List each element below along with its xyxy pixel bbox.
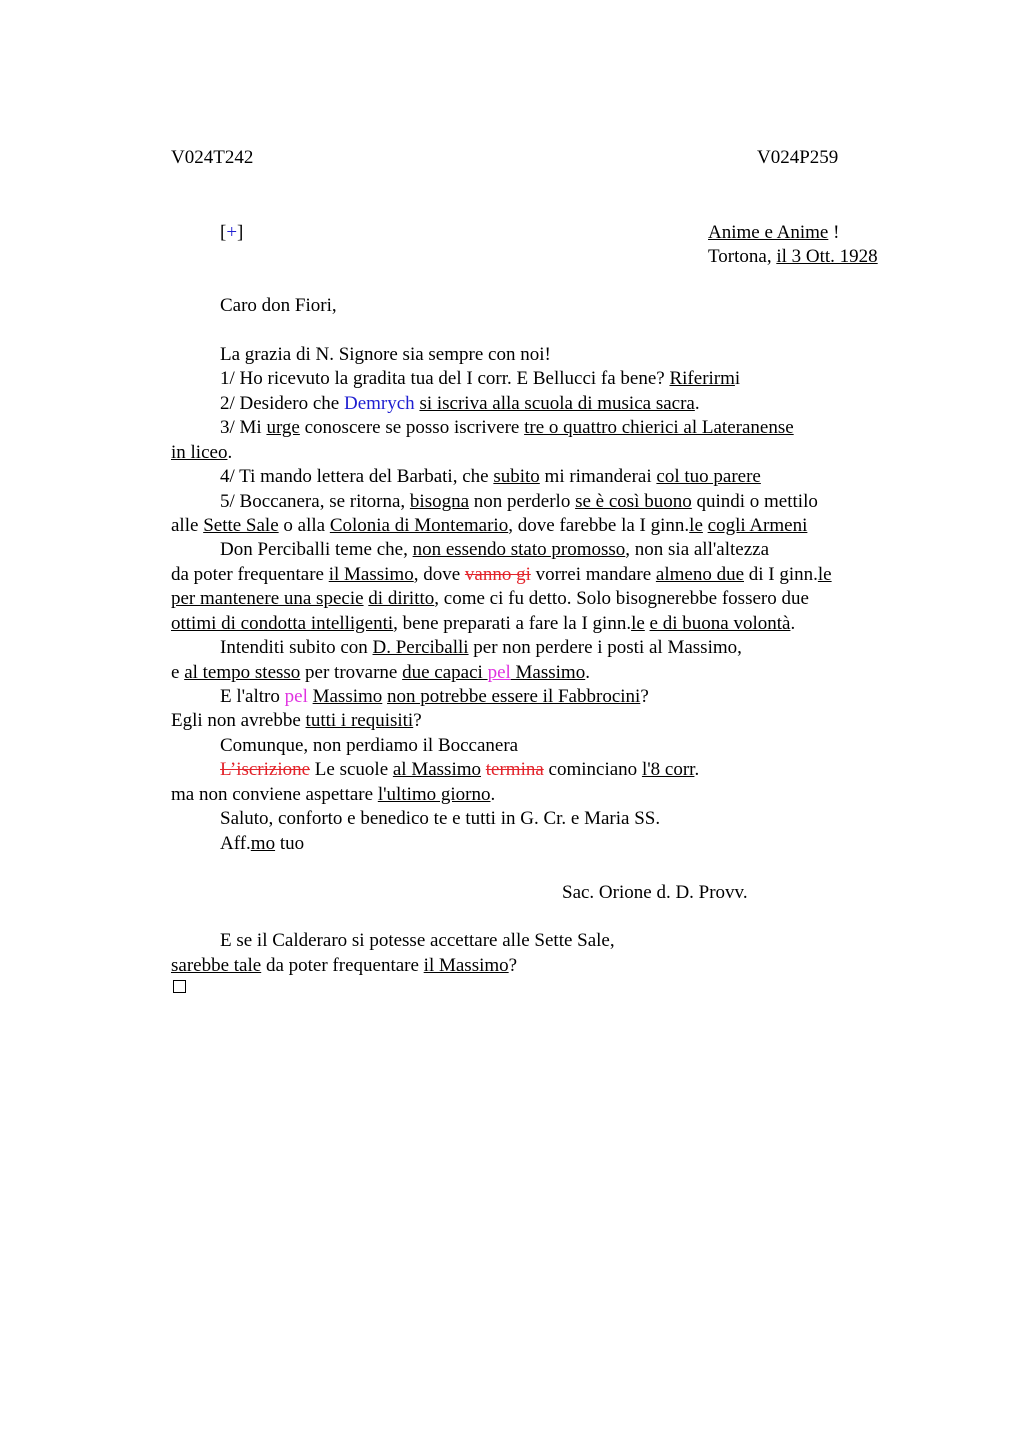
text-span: da poter frequentare <box>261 955 424 976</box>
text-span: 4/ Ti mando lettera del Barbati, che <box>220 466 494 487</box>
text-span: vorrei mandare <box>530 564 656 585</box>
underlined-span: di diritto <box>368 588 435 609</box>
body-line-18 <box>220 758 699 782</box>
underlined-span: tre o quattro chierici al Lateranense <box>524 417 794 438</box>
text-span: ma non conviene aspettare <box>171 784 378 805</box>
body-line-1: La grazia di N. Signore sia sempre con noi! <box>220 344 551 365</box>
underlined-span: Sette Sale <box>203 515 279 536</box>
motto: Anime e Anime <box>708 222 829 243</box>
underlined-span: ottimi di condotta intelligenti <box>171 613 394 634</box>
text-span: . <box>790 613 796 634</box>
plus-marker: + <box>226 222 238 243</box>
text-span: per trovarne <box>300 662 403 683</box>
postscript-line-1: E se il Calderaro si potesse accettare alle Sette Sale, <box>220 930 615 951</box>
place: Tortona, <box>708 246 777 267</box>
text-span: per non perdere i posti al Massimo, <box>468 637 742 658</box>
underlined-span: tutti i requisiti <box>305 710 414 731</box>
text-span: da poter frequentare <box>171 564 329 585</box>
body-line-15 <box>220 685 649 709</box>
signature: Sac. Orione d. D. Provv. <box>562 882 748 903</box>
text-span: cominciano <box>543 759 642 780</box>
underlined-span: al Massimo <box>392 759 482 780</box>
underlined-span: per mantenere una specie <box>171 588 364 609</box>
text-span: conoscere se posso iscrivere <box>299 417 525 438</box>
marker-close-bracket: ] <box>237 222 244 243</box>
body-line-6 <box>220 465 761 489</box>
text-span: . <box>694 393 700 414</box>
body-line-11 <box>171 587 809 611</box>
text-span: ? <box>640 686 649 707</box>
text-span: , bene preparati a fare la I ginn. <box>393 613 632 634</box>
underlined-span: Massimo <box>510 662 586 683</box>
text-span: quindi o mettilo <box>691 491 818 512</box>
underlined-span: l'8 corr <box>641 759 695 780</box>
cross-marker <box>220 221 243 245</box>
underlined-span: sarebbe tale <box>171 955 262 976</box>
body-line-9 <box>220 538 769 562</box>
body-line-3 <box>220 392 700 416</box>
body-line-16 <box>171 709 422 733</box>
name-demrych: Demrych <box>343 393 415 414</box>
text-span: Egli non avrebbe <box>171 710 306 731</box>
text-span: 5/ Boccanera, se ritorna, <box>220 491 410 512</box>
text-span: . <box>227 442 233 463</box>
body-line-2 <box>220 367 740 391</box>
text-span: , dove <box>413 564 465 585</box>
end-box-symbol <box>173 980 186 993</box>
underlined-span: Colonia di Montemario <box>329 515 509 536</box>
text-span: . <box>490 784 496 805</box>
motto-line <box>708 221 839 245</box>
underlined-span: non essendo stato promosso <box>412 539 626 560</box>
inserted-word-pel: pel <box>487 662 511 683</box>
underlined-span: il Massimo <box>328 564 414 585</box>
body-line-20: Saluto, conforto e benedico te e tutti in G. Cr. e Maria SS. <box>220 808 661 829</box>
underlined-span: le <box>689 515 703 536</box>
text-span: , come ci fu detto. Solo bisognerebbe fossero due <box>434 588 809 609</box>
underlined-span: l'ultimo giorno <box>377 784 491 805</box>
text-span: i <box>734 368 741 389</box>
text-span: tuo <box>275 833 305 854</box>
marker-open-bracket: [ <box>220 222 227 243</box>
document-code-left: V024T242 <box>171 147 254 168</box>
text-span: Le scuole <box>310 759 393 780</box>
struck-text: L’iscrizione <box>220 759 311 780</box>
body-line-5 <box>171 441 232 465</box>
text-span: 1/ Ho ricevuto la gradita tua del I corr. E Bellucci fa bene? <box>220 368 670 389</box>
underlined-span: le <box>817 564 832 585</box>
body-line-10 <box>171 563 832 587</box>
text-span: ? <box>413 710 422 731</box>
body-line-8 <box>171 514 807 538</box>
underlined-span: il Massimo <box>423 955 509 976</box>
body-line-7 <box>220 490 818 514</box>
text-span: . <box>585 662 590 683</box>
underlined-span: subito <box>493 466 540 487</box>
underlined-span: le <box>631 613 645 634</box>
underlined-span: urge <box>266 417 300 438</box>
body-line-17: Comunque, non perdiamo il Boccanera <box>220 735 519 756</box>
text-span: 2/ Desidero che <box>220 393 344 414</box>
motto-mark: ! <box>828 222 840 243</box>
body-line-13 <box>220 636 742 660</box>
text-span: mi rimanderai <box>539 466 657 487</box>
body-line-14 <box>171 661 590 685</box>
text-span: , non sia all'altezza <box>625 539 770 560</box>
underlined-span: in liceo <box>171 442 228 463</box>
body-line-19 <box>171 783 495 807</box>
underlined-span: cogli Armeni <box>707 515 808 536</box>
text-span: Don Perciballi teme che, <box>220 539 413 560</box>
body-line-4 <box>220 416 794 440</box>
postscript-line-2 <box>171 954 517 978</box>
underlined-span: se è così buono <box>575 491 692 512</box>
text-span: Aff. <box>220 833 251 854</box>
underlined-span: mo <box>250 833 276 854</box>
place-date-line <box>708 245 878 269</box>
struck-text: termina <box>485 759 544 780</box>
text-span: , dove farebbe la I ginn. <box>508 515 690 536</box>
text-span: . <box>694 759 700 780</box>
text-span: 3/ Mi <box>220 417 267 438</box>
date: il 3 Ott. 1928 <box>776 246 878 267</box>
text-span: alle <box>171 515 204 536</box>
text-span: di I ginn. <box>744 564 818 585</box>
underlined-span: al tempo stesso <box>184 662 301 683</box>
underlined-span: D. Perciballi <box>372 637 469 658</box>
underlined-span: e di buona volontà <box>649 613 791 634</box>
salutation: Caro don Fiori, <box>220 295 337 316</box>
document-code-right: V024P259 <box>757 147 839 168</box>
text-span: Intenditi subito con <box>220 637 373 658</box>
text-span: e <box>171 662 185 683</box>
underlined-span: almeno due <box>655 564 744 585</box>
underlined-span: Massimo <box>312 686 383 707</box>
underlined-span: due capaci <box>402 662 488 683</box>
text-span: non perderlo <box>469 491 576 512</box>
struck-text: vanno gi <box>464 564 531 585</box>
body-line-12 <box>171 612 795 636</box>
inserted-word-pel: pel <box>284 686 308 707</box>
underlined-span: bisogna <box>409 491 470 512</box>
text-span: E l'altro <box>220 686 285 707</box>
underlined-span: non potrebbe essere il Fabbrocini <box>387 686 641 707</box>
underlined-span: si iscriva alla scuola di musica sacra <box>419 393 695 414</box>
text-span: o alla <box>278 515 330 536</box>
underlined-span: Riferirm <box>669 368 735 389</box>
body-line-21 <box>220 832 304 856</box>
underlined-span: col tuo parere <box>656 466 761 487</box>
text-span: ? <box>508 955 518 976</box>
